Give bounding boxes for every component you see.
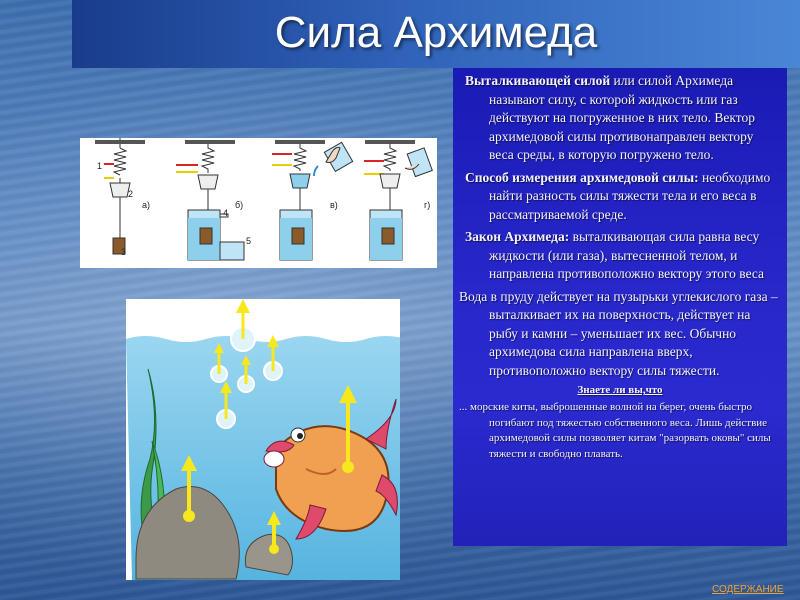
experiment-panel-a xyxy=(95,138,145,254)
text-panel xyxy=(453,68,787,546)
pond-scene xyxy=(126,299,400,580)
figure-number-3: 3 xyxy=(121,247,127,257)
paragraph-pond: Вода в пруду действует на пузырьки углекислого газа – выталкивает их на поверхность, действует на рыбу и камни – уменьшает их вес. Обычно архимедова сила направлена вверх, противоположно вектору силы тяжести. xyxy=(459,288,778,378)
did-you-know-heading[interactable]: Знаете ли вы,что xyxy=(577,384,663,396)
paragraph-law xyxy=(459,228,781,284)
definition-text: или силой Архимеда называют силу, с которой жидкость или газ действуют на погруженное в них тело. Вектор архимедовой силы противонаправлен вектору веса среды, в которую погружено тело. xyxy=(489,73,755,162)
paragraph-measurement xyxy=(459,169,781,225)
did-you-know-text: ... морские киты, выброшенные волной на берег, очень быстро погибают под тяжестью собственного веса. Лишь действие архимедовой силы позволяет китам "разорвать оковы" силы тяжести и свободно плавать. xyxy=(459,401,771,460)
definition-term: Выталкивающей силой xyxy=(465,73,611,88)
figure-number-2: 2 xyxy=(128,189,134,199)
contents-link[interactable]: СОДЕРЖАНИЕ xyxy=(712,584,784,595)
paragraph-definition xyxy=(459,72,781,165)
experiment-panel-c xyxy=(272,140,353,260)
slide-title: Сила Архимеда xyxy=(274,8,598,57)
fish-pond-illustration xyxy=(126,299,400,580)
panel-label-c: в) xyxy=(330,200,338,210)
experiment-panel-b xyxy=(176,140,244,260)
law-text: выталкивающая сила равна весу жидкости (или газа), вытесненной телом, и направлена противоположно вектору этого веса xyxy=(489,229,765,281)
panel-label-b: б) xyxy=(235,200,244,210)
panel-label-a: а) xyxy=(142,200,151,210)
figure-number-1: 1 xyxy=(97,161,103,171)
experiment-panel-d xyxy=(364,140,432,260)
archimedes-experiment-figure xyxy=(80,138,437,268)
panel-label-d: г) xyxy=(424,200,431,210)
figure-number-4: 4 xyxy=(223,208,229,218)
figure-number-5: 5 xyxy=(246,236,252,246)
law-term: Закон Архимеда: xyxy=(465,229,570,244)
measurement-text: необходимо найти разность силы тяжести тела и его веса в рассматриваемой среде. xyxy=(489,169,771,222)
experiment-diagram xyxy=(80,138,437,268)
measurement-term: Способ измерения архимедовой силы: xyxy=(465,169,699,185)
